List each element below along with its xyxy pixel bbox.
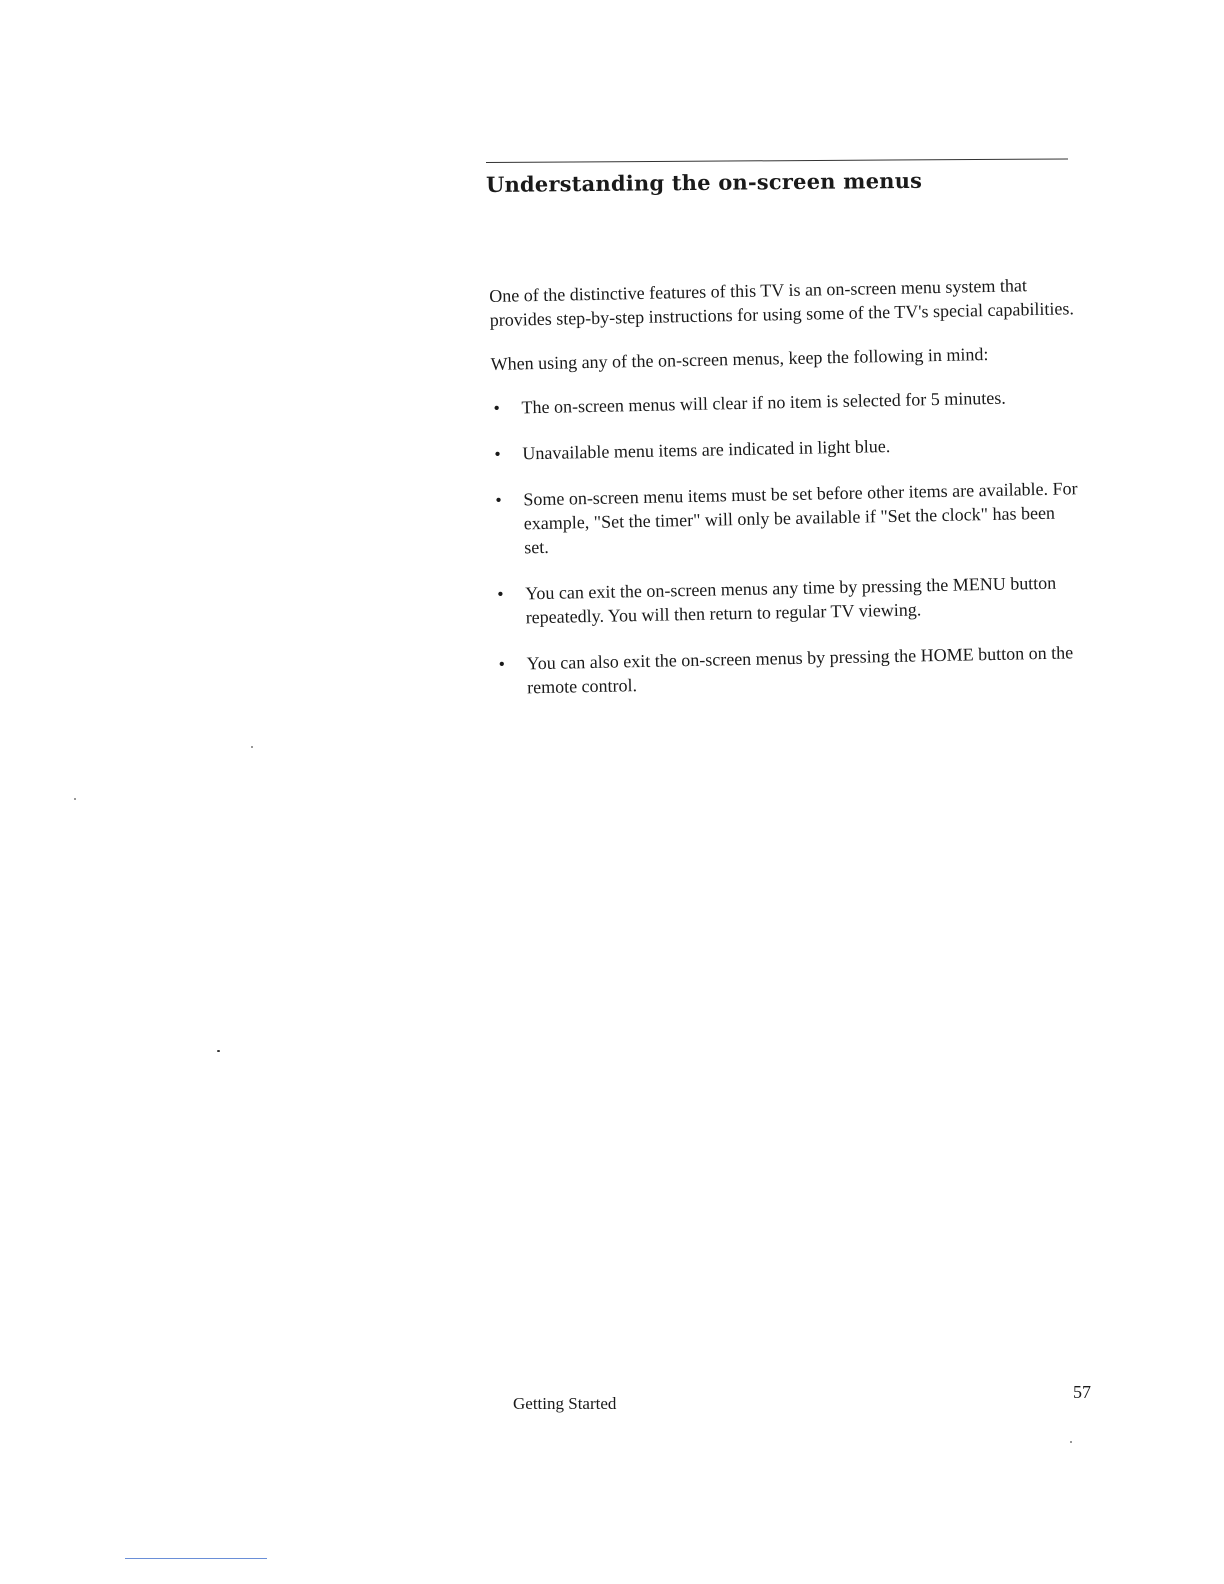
scan-speck <box>1070 1441 1072 1443</box>
bullet-icon: • <box>497 583 504 604</box>
tips-list <box>491 384 1082 700</box>
body-text <box>489 272 1083 722</box>
list-item <box>496 640 1082 700</box>
bullet-icon: • <box>495 489 502 510</box>
scan-speck <box>251 746 253 748</box>
scan-speck <box>74 798 76 800</box>
list-item <box>495 570 1081 630</box>
list-item-text: You can also exit the on-screen menus by pressing the HOME button on the remote control. <box>526 642 1074 698</box>
bullet-icon: • <box>494 443 501 464</box>
footer-section-label: Getting Started <box>513 1394 617 1413</box>
bullet-icon: • <box>493 397 501 418</box>
scan-speck <box>217 1050 220 1052</box>
page-number: 57 <box>1073 1382 1091 1402</box>
intro-paragraph: One of the distinctive features of this TV is an on-screen menu system that provides step-by-step instructions for using some of the TV's special capabilities. <box>489 275 1075 330</box>
bottom-divider <box>125 1558 267 1559</box>
keep-in-mind-paragraph: When using any of the on-screen menus, keep the following in mind: <box>490 343 989 374</box>
list-item-text: You can exit the on-screen menus any time by pressing the MENU button repeatedly. You will then return to regular TV viewing. <box>525 572 1057 628</box>
list-item-text: Unavailable menu items are indicated in light blue. <box>522 435 891 464</box>
list-item <box>492 430 1077 466</box>
heading-rule <box>486 158 1068 163</box>
list-item <box>491 384 1076 420</box>
page-title: Understanding the on-screen menus <box>485 167 923 197</box>
list-item-text: The on-screen menus will clear if no item is selected for 5 minutes. <box>521 387 1006 418</box>
bullet-icon: • <box>498 653 506 674</box>
list-item <box>493 476 1079 560</box>
list-item-text: Some on-screen menu items must be set before other items are available. For example, "Set the timer" will only be available if "Set the clock" has been set. <box>523 478 1078 558</box>
